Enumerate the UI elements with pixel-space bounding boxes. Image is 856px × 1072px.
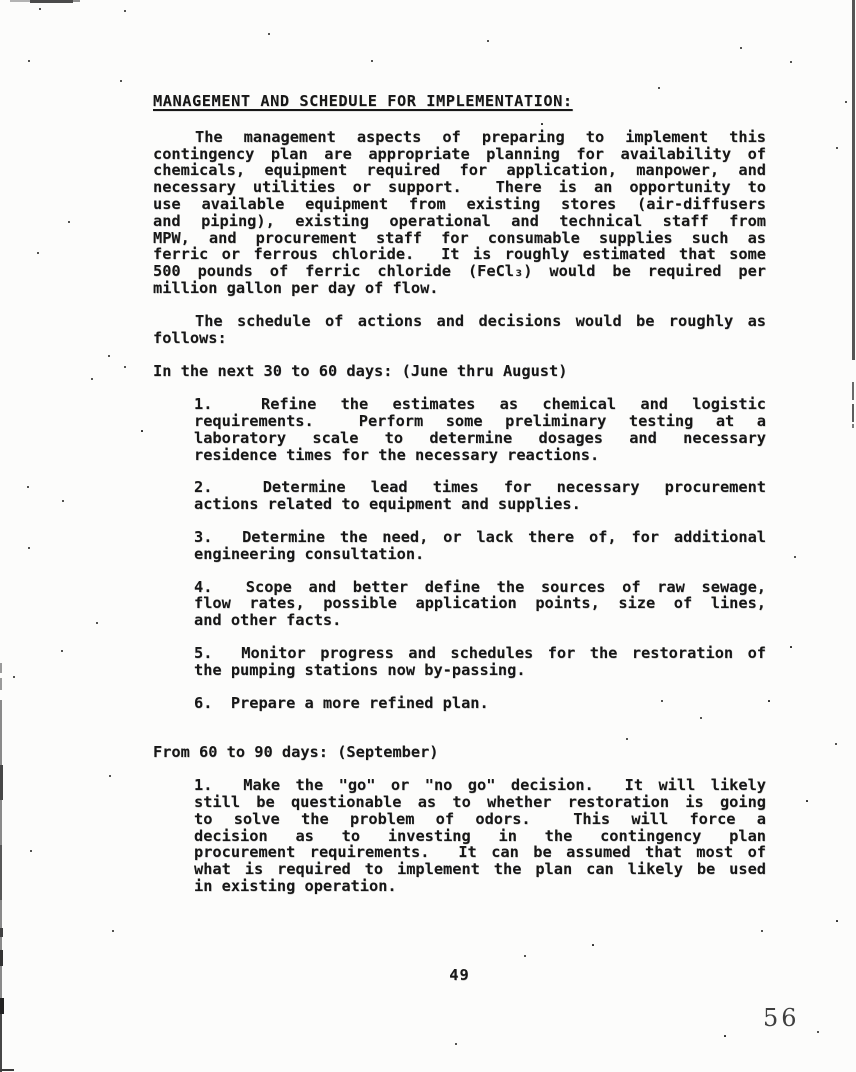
document-heading: MANAGEMENT AND SCHEDULE FOR IMPLEMENTATION: [153, 92, 573, 110]
noise-speck [845, 101, 847, 103]
text-line: 500 pounds of ferric chloride (FeCl₃) would be required per [153, 262, 766, 281]
text-line: 3. Determine the need, or lack there of, for additional [194, 527, 766, 546]
text-line: 4. Scope and better define the sources of raw sewage, [194, 577, 766, 596]
noise-speck [524, 955, 526, 957]
text-line: and other facts. [194, 611, 342, 630]
text-line: 1. Refine the estimates as chemical and logistic [194, 395, 766, 414]
text-line: necessary utilities or support. There is an opportunity to [153, 178, 766, 197]
text-line: chemicals, equipment required for application, manpower, and [153, 161, 766, 180]
text-line: procurement requirements. It can be assumed that most of [194, 843, 766, 862]
scan-artifact-left-blob-4 [0, 950, 3, 966]
subheading [153, 744, 766, 761]
paragraph [153, 313, 766, 347]
noise-speck [455, 1043, 457, 1045]
text-line: in existing operation. [194, 876, 397, 895]
noise-speck [700, 717, 702, 719]
text-line: requirements. Perform some preliminary testing at a [194, 411, 766, 430]
page-number: 49 [449, 966, 470, 984]
noise-speck [740, 47, 742, 49]
noise-speck [27, 486, 29, 488]
text-line: still be questionable as to whether restoration is going [194, 792, 766, 811]
text-line: million gallon per day of flow. [153, 278, 439, 297]
noise-speck [268, 33, 270, 35]
scan-artifact-top-bar-dark [30, 0, 73, 3]
noise-speck [626, 738, 628, 740]
noise-speck [109, 775, 111, 777]
text-line: 1. Make the "go" or "no go" decision. It will likely [194, 776, 766, 795]
list-item [153, 777, 766, 895]
text-line: engineering consultation. [194, 544, 425, 563]
noise-speck [836, 147, 838, 149]
text-line: the pumping stations now by-passing. [194, 660, 526, 679]
noise-speck [28, 547, 30, 549]
list-item [153, 529, 766, 563]
scan-artifact-left-blob-6 [0, 1014, 2, 1072]
text-line: In the next 30 to 60 days: (June thru August) [153, 362, 568, 381]
list-item [153, 579, 766, 629]
noise-speck [817, 1031, 819, 1033]
text-line: ferric or ferrous chloride. It is roughly estimated that some [153, 245, 766, 264]
noise-speck [62, 500, 64, 502]
text-line: follows: [153, 328, 227, 347]
text-line: residence times for the necessary reactions. [194, 445, 600, 464]
scan-artifact-left-blob-5 [0, 998, 4, 1014]
noise-speck [13, 676, 15, 678]
noise-speck [768, 700, 770, 702]
text-line: The schedule of actions and decisions would be roughly as [195, 311, 766, 330]
text-line: and piping), existing operational and technical staff from [153, 211, 766, 230]
noise-speck [28, 60, 30, 62]
noise-speck [112, 930, 114, 932]
noise-speck [790, 61, 792, 63]
scan-artifact-right-dash-3 [852, 424, 854, 428]
text-line: 5. Monitor progress and schedules for the restoration of [194, 643, 766, 662]
noise-speck [761, 930, 763, 932]
text-column [153, 93, 766, 895]
noise-speck [120, 80, 122, 82]
noise-speck [724, 1035, 726, 1037]
noise-speck [806, 800, 808, 802]
list-item [153, 645, 766, 679]
text-line: From 60 to 90 days: (September) [153, 743, 439, 762]
text-line: contingency plan are appropriate planning for availability of [153, 144, 766, 163]
noise-speck [68, 221, 70, 223]
scan-artifact-right-line [852, 0, 855, 360]
noise-speck [39, 8, 41, 10]
paragraph [153, 129, 766, 297]
scan-artifact-left-blob-2 [0, 845, 2, 900]
noise-speck [30, 850, 32, 852]
scan-artifact-left-dash-2 [0, 678, 2, 690]
text-line: flow rates, possible application points, size of lines, [194, 594, 766, 613]
noise-speck [124, 366, 126, 368]
noise-speck [661, 700, 663, 702]
noise-speck [836, 920, 838, 922]
list-item [153, 396, 766, 463]
scan-artifact-top-bar-tail [73, 0, 80, 2]
noise-speck [371, 60, 373, 62]
noise-speck [124, 10, 126, 12]
text-line: 2. Determine lead times for necessary procurement [194, 478, 766, 497]
text-line: MPW, and procurement staff for consumable supplies such as [153, 228, 766, 247]
text-line: use available equipment from existing stores (air-diffusers [153, 194, 766, 213]
text-line: 6. Prepare a more refined plan. [194, 693, 489, 712]
noise-speck [592, 944, 594, 946]
scan-artifact-left-blob-1 [0, 765, 3, 800]
text-line: what is required to implement the plan can likely be used [194, 860, 766, 879]
noise-speck [91, 378, 93, 380]
noise-speck [658, 87, 660, 89]
noise-speck [835, 743, 837, 745]
list-item [153, 695, 766, 712]
noise-speck [794, 556, 796, 558]
text-line: The management aspects of preparing to implement this [195, 127, 766, 146]
corner-page-number: 56 [763, 1004, 800, 1032]
text-line: decision as to investing in the contingency plan [194, 826, 766, 845]
text-line: laboratory scale to determine dosages and necessary [194, 428, 766, 447]
noise-speck [541, 123, 543, 125]
noise-speck [487, 40, 489, 42]
scan-artifact-bottom-mark [0, 1069, 14, 1071]
noise-speck [61, 650, 63, 652]
noise-speck [790, 646, 792, 648]
scan-artifact-left-blob-3 [0, 928, 3, 937]
noise-speck [141, 430, 143, 432]
scan-artifact-left-dash-1 [0, 663, 2, 673]
document-blocks [153, 129, 766, 895]
scan-artifact-right-dash-2 [852, 404, 854, 422]
text-line: to solve the problem of odors. This will force a [194, 809, 766, 828]
noise-speck [37, 252, 39, 254]
noise-speck [96, 622, 98, 624]
noise-speck [108, 355, 110, 357]
text-line: actions related to equipment and supplies. [194, 495, 581, 514]
subheading [153, 363, 766, 380]
scan-artifact-top-bar-light [10, 0, 30, 2]
list-item [153, 479, 766, 513]
scan-artifact-right-dash-1 [852, 382, 854, 400]
